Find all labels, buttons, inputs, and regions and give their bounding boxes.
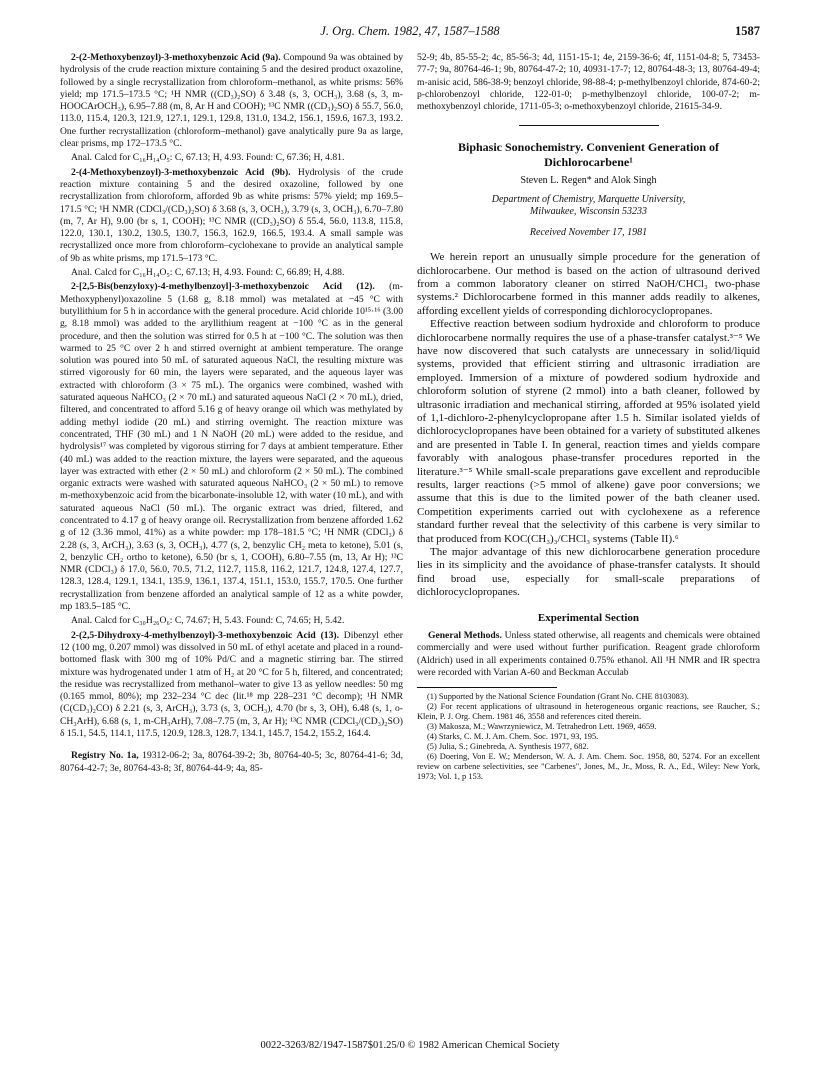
footnote: (1) Supported by the National Science Foundation (Grant No. CHE 8103083). <box>427 692 689 702</box>
subsection-heading: General Methods. <box>428 629 502 641</box>
right-column <box>417 52 760 782</box>
footnote-divider <box>417 687 557 688</box>
paragraph <box>417 630 760 679</box>
section-divider <box>519 125 659 126</box>
footnote: (2) For recent applications of ultrasound in heterogeneous organic reactions, see Raucher, S.; Klein, P. J. Org. Chem. 1981 46, 3558 and references cited therein. <box>417 702 760 722</box>
body-paragraph: We herein report an unusually simple procedure for the generation of dichlorocarbene. Our method is based on the action of ultrasound derived from a common laboratory cleaner on stirred NaOH/CHCl₃ two-phase systems.² Dichlorocarbene formed in this manner adds readily to alkenes, affording excellent yields of corresponding dichlorocyclopropanes. <box>417 251 760 317</box>
footnote: (5) Julia, S.; Ginebreda, A. Synthesis 1977, 682. <box>427 742 589 752</box>
registry-heading: Registry No. 1a, <box>71 750 139 762</box>
paragraph-text: (m-Methoxyphenyl)oxazoline 5 (1.68 g, 8.18 mmol) was metalated at −45 °C with butyllithium for 5 h in accordance with the general procedure. Acid chloride 10¹⁵·¹⁶ (3.00 g, 8.18 mmol) was added to the aryllithium reagent at −100 °C as in the general procedure, and then the solution was stirred for 0.5 h at −100 °C. The solution was then warmed to 25 °C over 2 h and stirred overnight at ambient temperature. The orange solution was poured into 50 mL of saturated aqueous NaCl, the resulting mixture was stirred vigorously for 60 min, the layers were separated, and the aqueous layer was extracted with chloroform (3 × 75 mL). The organics were combined, washed with saturated aqueous NaHCO₃ (2 × 70 mL) and saturated aqueous NaCl (2 × 70 mL), dried, filtered, and concentrated to afford 5.16 g of heavy orange oil which was methylated by adding methyl iodide (20 mL) and stirring overnight. The reaction mixture was concentrated, THF (30 mL) and 1 N NaOH (20 mL) were added to the residue, and hydrolysis¹⁷ was completed by vigorous stirring for 7 days at ambient temperature. Ether (40 mL) was added to the reaction mixture, the layers were separated, and the aqueous layer was extracted with ether (2 × 50 mL) and chloroform (2 × 50 mL). The combined organic extracts were washed with saturated aqueous NaHCO₃ (2 × 50 mL) to remove m-methoxybenzoic acid from the bicarbonate-insoluble 12, with water (10 mL), and with saturated aqueous NaCl (50 mL). The organic extract was dried, filtered, and concentrated to 4.17 g of heavy orange oil. Recrystallization from benzene afforded 1.62 g of 12 (3.36 mmol, 41%) as a white powder: mp 178–181.5 °C; ¹H NMR (CDCl₃) δ 2.28 (s, 3, ArCH₃), 3.63 (s, 3, OCH₃), 4.77 (s, 2, benzylic CH₂ meta to ketone), 5.01 (s, 2, benzylic CH₂ ortho to ketone), 6.50 (br s, 1, COOH), 6.80–7.55 (m, 13, Ar H); ¹³C NMR (CDCl₃) δ 17.0, 56.0, 70.5, 71.2, 112.7, 115.8, 116.2, 121.7, 124.8, 127.4, 127.7, 128.3, 128.4, 129.1, 134.1, 135.9, 136.1, 137.4, 151.1, 153.0, 155.7, 170.5. One further recrystallization from benzene afforded an analytical sample of 12 as a white powder, mp 183.5–185 °C. <box>60 281 403 613</box>
received-date: Received November 17, 1981 <box>529 226 648 238</box>
paragraph-text: Dibenzyl ether 12 (100 mg, 0.207 mmol) was dissolved in 50 mL of ethyl acetate and placed in a round-bottomed flask with 300 mg of 10% Pd/C and a magnetic stirring bar. The stirred mixture was hydrogenated under 1 atm of H₂ at 20 °C for 5 h, filtered, and concentrated; the residue was recrystallized from methanol–water to give 13 as yellow needles: 50 mg (0.165 mmol, 80%); mp 232–234 °C dec (lit.¹⁸ mp 228–231 °C decomp); ¹H NMR (C(CD₃)₂CO) δ 2.21 (s, 3, ArCH₃), 3.73 (s, 3, OCH₃), 4.70 (br s, 3, OH), 6.48 (s, 1, o-CH₃ArH), 6.68 (s, 1, m-CH₃ArH), 7.08–7.75 (m, 3, Ar H); ¹³C NMR (CDCl₃/(CD₃)₂SO) δ 15.1, 54.5, 114.1, 117.5, 120.9, 128.3, 128.7, 134.1, 145.7, 154.2, 155.2, 164.4. <box>60 629 403 740</box>
compound-heading: 2-(2-Methoxybenzoyl)-3-methoxybenzoic Acid (9a). <box>71 52 281 63</box>
registry-continued: 52-9; 4b, 85-55-2; 4c, 85-56-3; 4d, 1151-15-1; 4e, 2159-36-6; 4f, 1151-04-8; 5, 73453-77-7; 9a, 80764-46-1; 9b, 80764-47-2; 10, 40931-17-7; 12, 80764-48-3; 13, 80764-49-4; m-anisic acid, 586-38-9; benzoyl chloride, 98-88-4; p-methylbenzoyl chloride, 874-60-2; p-chlorobenzoyl chloride, 122-01-0; p-methylbenzoyl chloride, 100-07-2; m-methoxybenzoyl chloride, 1711-05-3; o-methoxybenzoyl chloride, 21615-34-9. <box>417 52 760 113</box>
article-title: Biphasic Sonochemistry. Convenient Generation of Dichlorocarbene¹ <box>457 140 719 169</box>
paragraph-text: Unless stated otherwise, all reagents and chemicals were obtained commercially and were used without further purification. Reagent grade chloroform (Aldrich) used in all experiments contained 0.75% ethanol. All ¹H NMR and IR spectra were recorded with Varian A-60 and Beckman Acculab <box>417 629 760 678</box>
paragraph <box>60 630 403 741</box>
paragraph-text: Compound 9a was obtained by hydrolysis of the crude reaction mixture containing 5 and the desired product oxazoline, followed by a single recrystallization from chloroform–methanol, as white prisms: 56% yield; mp 171.5–173.5 °C; ¹H NMR ((CD₃)₂SO) δ 3.48 (s, 3, OCH₃), 3.68 (s, 3, m-HOOCArOCH₃), 6.95–7.88 (m, 8, Ar H and COOH); ¹³C NMR ((CD₃)₂SO) δ 55.7, 56.0, 113.0, 115.4, 120.3, 121.9, 127.1, 129.1, 129.8, 131.0, 134.2, 156.1, 159.6, 167.3, 193.2. One further recrystallization (chloroform–methanol) gave analytically pure 9a as large, clear prisms, mp 172–173.5 °C. <box>60 52 404 150</box>
page-number: 1587 <box>735 24 760 38</box>
registry-text: 19312-06-2; 3a, 80764-39-2; 3b, 80764-40-5; 3c, 80764-41-6; 3d, 80764-42-7; 3e, 80764-43-8; 3f, 80764-44-9; 4a, 85- <box>60 750 403 774</box>
running-header <box>60 24 760 40</box>
authors: Steven L. Regen* and Alok Singh <box>520 175 657 187</box>
left-column <box>60 52 403 777</box>
journal-citation: J. Org. Chem. 1982, 47, 1587–1588 <box>320 24 500 38</box>
affiliation-line-2: Milwaukee, Wisconsin 53233 <box>530 206 647 218</box>
paragraph-text: Hydrolysis of the crude reaction mixture containing 5 and the desired oxazoline, followed by one recrystallization from chloroform, afforded 9b as white prisms: 57% yield; mp 169.5–171.5 °C; ¹H NMR (CDCl₃/(CD₃)₂SO) δ 3.68 (s, 3, OCH₃), 3.79 (s, 3, OCH₃), 6.70–7.80 (m, 7, Ar H), 9.00 (br s, 1, COOH); ¹³C NMR ((CD₃)₂SO) δ 55.4, 56.0, 113.8, 115.8, 122.0, 130.1, 130.2, 130.5, 130.7, 156.3, 162.9, 166.5, 193.4. A small sample was recrystallized once more from chloroform–cyclohexane to provide an analytical sample of 9b as white prisms, mp 171.5–173 °C. <box>60 166 403 264</box>
footnote: (3) Makosza, M.; Wawrzyniewicz, M. Tetrahedron Lett. 1969, 4659. <box>427 722 657 732</box>
body-paragraph: Effective reaction between sodium hydroxide and chloroform to produce dichlorocarbene normally requires the use of a phase-transfer catalyst.³⁻⁵ We have now discovered that such catalysts are unnecessary in solid/liquid systems, provided that efficient stirring and ultrasonic irradiation are employed. Immersion of a mixture of powdered sodium hydroxide and chloroform solution of styrene (2 mmol) into a bath cleaner, followed by ultrasonic irradiation and mechanical stirring, afforded at 95% isolated yield of 1,1-dichloro-2-phenylcyclopropane after 1.5 h. Similar isolated yields of dichlorocyclopropanes have been obtained for a variety of substituted alkenes and are presented in Table I. In general, reaction times and yields compare favorably with analogous phase-transfer procedures reported in the literature.³⁻⁵ While small-scale preparations gave excellent and reproducible results, larger reactions (>5 mmol of alkene) gave poor conversions; we assume that this is due to the limited power of the bath cleaner used. Competition experiments carried out with cyclohexene as a reference standard further reveal that the selectivity of this carbene is very similar to that produced from KOC(CH₃)₃/CHCl₃ systems (Table II).⁶ <box>417 318 760 545</box>
registry-numbers <box>60 750 403 775</box>
page-footer: 0022-3263/82/1947-1587$01.25/0 © 1982 American Chemical Society <box>260 1040 560 1051</box>
analysis-line: Anal. Calcd for C₁₆H₁₄O₅: C, 67.13; H, 4.93. Found: C, 67.36; H, 4.81. <box>71 152 345 164</box>
affiliation-line-1: Department of Chemistry, Marquette University, <box>491 193 686 205</box>
compound-heading: 2-(4-Methoxybenzoyl)-3-methoxybenzoic Acid (9b). <box>71 166 291 178</box>
compound-heading: 2-(2,5-Dihydroxy-4-methylbenzoyl)-3-methoxybenzoic Acid (13). <box>71 629 339 641</box>
article-body <box>417 251 760 600</box>
body-paragraph: The major advantage of this new dichlorocarbene generation procedure lies in its simplicity and the avoidance of phase-transfer catalysts. It should find broad use, especially for small-scale preparations of dichlorocyclopropanes. <box>417 546 760 599</box>
analysis-line: Anal. Calcd for C₃₀H₂₆O₆: C, 74.67; H, 5.43. Found: C, 74.65; H, 5.42. <box>71 615 345 627</box>
paragraph <box>60 281 403 613</box>
footnote: (4) Starks, C. M. J. Am. Chem. Soc. 1971, 93, 195. <box>427 732 599 742</box>
paragraph <box>60 167 403 265</box>
compound-heading: 2-[2,5-Bis(benzyloxy)-4-methylbenzoyl]-3-methoxybenzoic Acid (12). <box>71 281 375 293</box>
footnote: (6) Doering, Von E. W.; Menderson, W. A. J. Am. Chem. Soc. 1958, 80, 5274. For an excellent review on carbene selectivities, see "Carbenes", Jones, M., Jr., Moss, R. A., Ed., Wiley: New York, 1973; Vol. 1, p 153. <box>417 752 760 782</box>
section-heading: Experimental Section <box>537 611 640 624</box>
paragraph <box>60 52 403 150</box>
analysis-line: Anal. Calcd for C₁₆H₁₄O₅: C, 67.13; H, 4.93. Found: C, 66.89; H, 4.88. <box>71 267 345 279</box>
